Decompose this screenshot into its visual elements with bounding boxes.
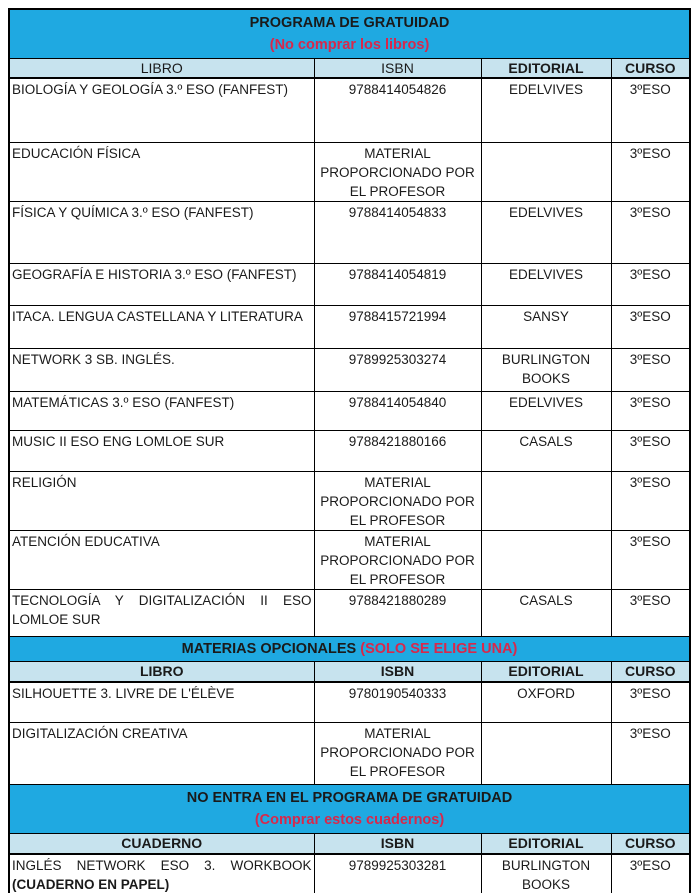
isbn-cell: 9788421880166 xyxy=(314,430,481,471)
editorial-cell xyxy=(481,471,611,530)
section-note-text: (SOLO SE ELIGE UNA) xyxy=(360,640,518,657)
book-title-text: BIOLOGÍA Y GEOLOGÍA 3.º ESO (FANFEST) xyxy=(12,82,289,97)
book-title-text: FÍSICA Y QUÍMICA 3.º ESO (FANFEST) xyxy=(12,204,254,220)
isbn-cell: 9789925303274 xyxy=(314,348,481,391)
book-title-cell xyxy=(9,348,314,391)
curso-cell: 3ºESO xyxy=(611,589,690,636)
book-title-text: DIGITALIZACIÓN CREATIVA xyxy=(12,725,188,741)
book-list-body xyxy=(9,9,690,893)
curso-cell: 3ºESO xyxy=(611,530,690,589)
book-title-cell xyxy=(9,263,314,305)
editorial-cell: EDELVIVES xyxy=(481,78,611,142)
column-header-libro: LIBRO xyxy=(9,661,314,682)
book-title-text: TECNOLOGÍA Y DIGITALIZACIÓN II ESO LOMLOE SUR xyxy=(12,592,312,627)
book-title-cell xyxy=(9,305,314,348)
book-row xyxy=(9,430,690,471)
book-title-text: MUSIC II ESO ENG LOMLOE SUR xyxy=(12,433,225,449)
editorial-cell xyxy=(481,722,611,784)
section-note-text: (Comprar estos cuadernos) xyxy=(254,811,445,828)
book-title-text: ITACA. LENGUA CASTELLANA Y LITERATURA xyxy=(12,308,303,324)
isbn-cell: 9788421880289 xyxy=(314,589,481,636)
book-title-cell xyxy=(9,430,314,471)
book-title-cell xyxy=(9,530,314,589)
isbn-cell: 9788414054819 xyxy=(314,263,481,305)
isbn-cell: 9788415721994 xyxy=(314,305,481,348)
book-title-cell xyxy=(9,471,314,530)
curso-cell: 3ºESO xyxy=(611,682,690,722)
book-title-text: RELIGIÓN xyxy=(12,474,77,490)
section-header xyxy=(9,636,690,661)
book-title-cell xyxy=(9,854,314,893)
book-row xyxy=(9,589,690,636)
isbn-cell: 9789925303281 xyxy=(314,854,481,893)
curso-cell: 3ºESO xyxy=(611,854,690,893)
section-title-text: NO ENTRA EN EL PROGRAMA DE GRATUIDAD xyxy=(186,789,513,806)
section-title-text: MATERIAS OPCIONALES xyxy=(181,640,357,657)
book-row xyxy=(9,854,690,893)
isbn-cell: 9788414054840 xyxy=(314,391,481,430)
curso-cell: 3ºESO xyxy=(611,142,690,201)
curso-cell: 3ºESO xyxy=(611,263,690,305)
editorial-cell: BURLINGTON BOOKS xyxy=(481,348,611,391)
book-title-text: NETWORK 3 SB. INGLÉS. xyxy=(12,351,175,367)
book-row xyxy=(9,263,690,305)
book-row xyxy=(9,682,690,722)
isbn-cell: MATERIAL PROPORCIONADO POR EL PROFESOR xyxy=(314,471,481,530)
curso-cell: 3ºESO xyxy=(611,430,690,471)
book-list-table xyxy=(8,8,691,893)
section-note-text: (No comprar los libros) xyxy=(269,36,430,53)
book-title-text: MATEMÁTICAS 3.º ESO (FANFEST) xyxy=(12,394,235,410)
column-header-curso: CURSO xyxy=(611,833,690,854)
isbn-cell: MATERIAL PROPORCIONADO POR EL PROFESOR xyxy=(314,142,481,201)
book-title-bold-text: (CUADERNO EN PAPEL) xyxy=(12,877,170,892)
isbn-cell: MATERIAL PROPORCIONADO POR EL PROFESOR xyxy=(314,530,481,589)
book-title-text: ATENCIÓN EDUCATIVA xyxy=(12,533,160,549)
book-title-cell xyxy=(9,682,314,722)
isbn-cell: 9788414054833 xyxy=(314,201,481,263)
editorial-cell: EDELVIVES xyxy=(481,391,611,430)
book-title-text: EDUCACIÓN FÍSICA xyxy=(12,145,141,161)
column-header-editorial: EDITORIAL xyxy=(481,58,611,78)
editorial-cell: OXFORD xyxy=(481,682,611,722)
column-header-editorial: EDITORIAL xyxy=(481,661,611,682)
curso-cell: 3ºESO xyxy=(611,722,690,784)
column-header-cuaderno: CUADERNO xyxy=(9,833,314,854)
column-header-editorial: EDITORIAL xyxy=(481,833,611,854)
column-header-isbn: ISBN xyxy=(314,661,481,682)
editorial-cell: CASALS xyxy=(481,430,611,471)
book-title-cell xyxy=(9,142,314,201)
editorial-cell: BURLINGTON BOOKS xyxy=(481,854,611,893)
section-header xyxy=(9,9,690,58)
column-header-curso: CURSO xyxy=(611,58,690,78)
column-header-isbn: ISBN xyxy=(314,833,481,854)
isbn-cell: 9788414054826 xyxy=(314,78,481,142)
curso-cell: 3ºESO xyxy=(611,348,690,391)
book-row xyxy=(9,391,690,430)
curso-cell: 3ºESO xyxy=(611,471,690,530)
section-title-text: PROGRAMA DE GRATUIDAD xyxy=(249,14,450,31)
book-title-text: INGLÉS NETWORK ESO 3. WORKBOOK xyxy=(12,858,312,873)
curso-cell: 3ºESO xyxy=(611,391,690,430)
column-header-curso: CURSO xyxy=(611,661,690,682)
book-title-text: SILHOUETTE 3. LIVRE DE L'ÉLÈVE xyxy=(12,686,235,701)
book-row xyxy=(9,530,690,589)
editorial-cell xyxy=(481,142,611,201)
book-title-cell xyxy=(9,78,314,142)
book-row xyxy=(9,348,690,391)
book-row xyxy=(9,201,690,263)
section-header xyxy=(9,784,690,833)
book-row xyxy=(9,78,690,142)
book-row xyxy=(9,142,690,201)
book-title-cell xyxy=(9,201,314,263)
editorial-cell: EDELVIVES xyxy=(481,263,611,305)
column-header-libro: LIBRO xyxy=(9,58,314,78)
isbn-cell: MATERIAL PROPORCIONADO POR EL PROFESOR xyxy=(314,722,481,784)
editorial-cell: EDELVIVES xyxy=(481,201,611,263)
editorial-cell: SANSY xyxy=(481,305,611,348)
book-title-cell xyxy=(9,589,314,636)
curso-cell: 3ºESO xyxy=(611,305,690,348)
book-row xyxy=(9,305,690,348)
curso-cell: 3ºESO xyxy=(611,201,690,263)
column-header-isbn: ISBN xyxy=(314,58,481,78)
book-row xyxy=(9,722,690,784)
book-title-cell xyxy=(9,722,314,784)
editorial-cell: CASALS xyxy=(481,589,611,636)
isbn-cell: 9780190540333 xyxy=(314,682,481,722)
book-title-text: GEOGRAFÍA E HISTORIA 3.º ESO (FANFEST) xyxy=(12,266,297,282)
editorial-cell xyxy=(481,530,611,589)
book-title-cell xyxy=(9,391,314,430)
book-row xyxy=(9,471,690,530)
curso-cell: 3ºESO xyxy=(611,78,690,142)
